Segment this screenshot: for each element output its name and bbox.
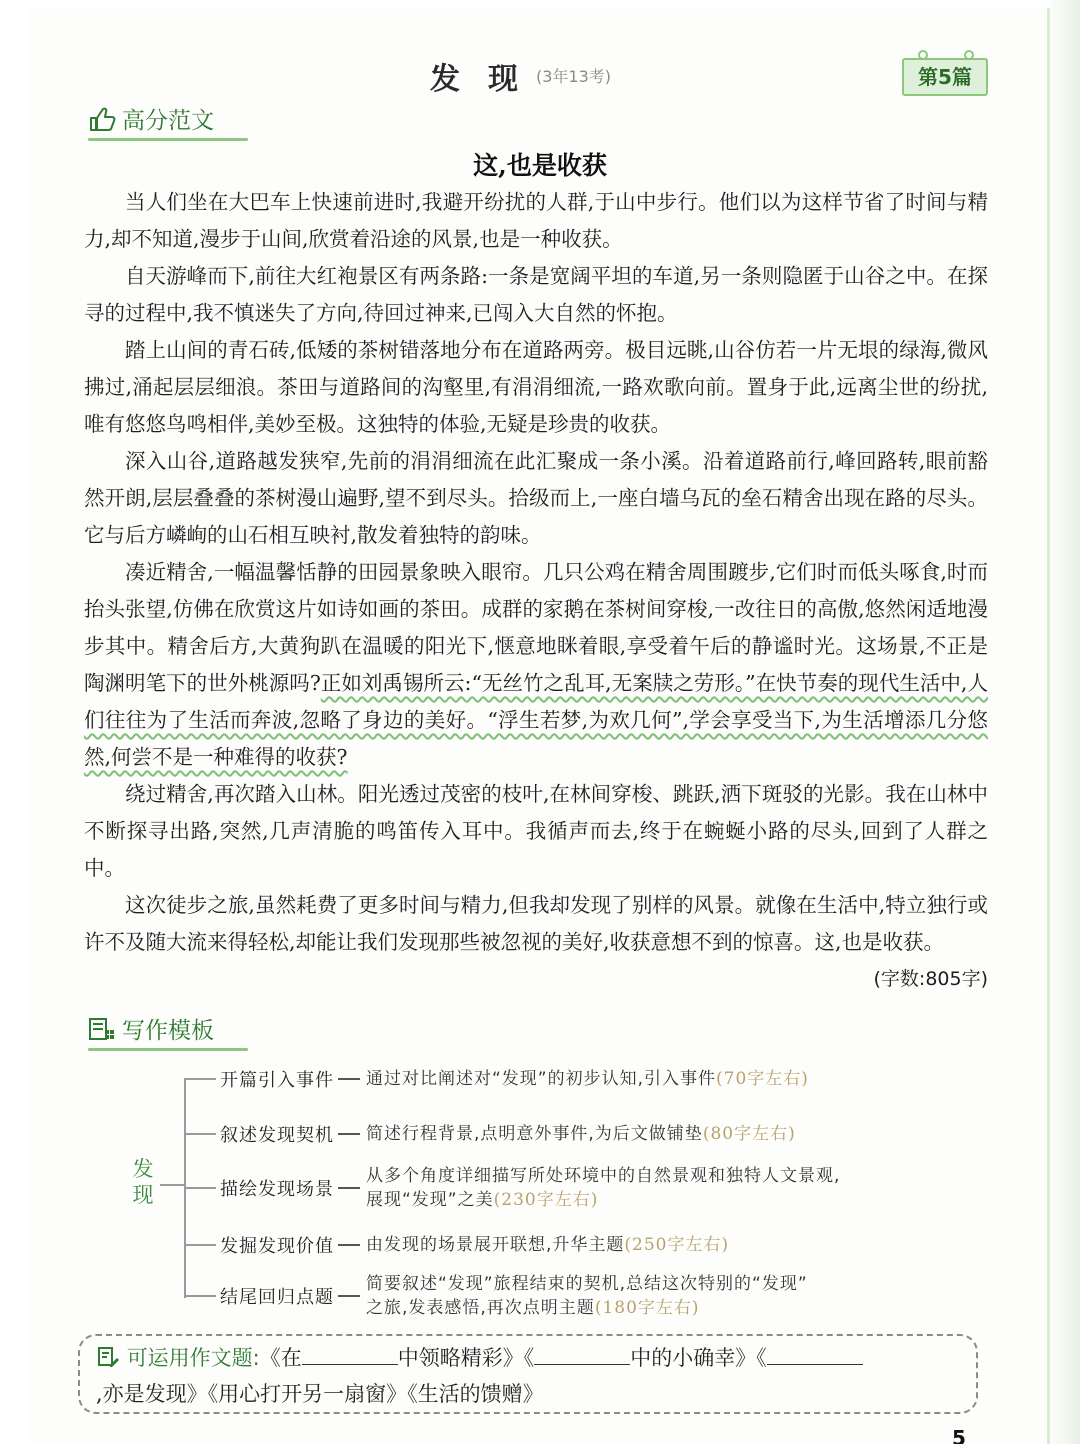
word-count: (字数:805字) (873, 968, 988, 990)
section-underline (88, 138, 248, 141)
word-target: (70字左右) (716, 1069, 809, 1089)
section-underline (88, 1048, 248, 1051)
step-text: 简要叙述“发现”旅程结束的契机,总结这次特别的“发现” (366, 1274, 808, 1294)
topic-text: ,亦是发现》 (96, 1382, 208, 1406)
template-grid-icon (88, 1016, 116, 1042)
chapter-badge: 第5篇 (902, 58, 988, 96)
section-head-template (88, 1012, 214, 1045)
step-text: 通过对比阐述对“发现”的初步认知,引入事件 (366, 1069, 717, 1089)
template-step-desc (366, 1067, 809, 1091)
topics-heading: 可运用作文题: (126, 1346, 260, 1370)
note-pen-icon (96, 1345, 120, 1369)
fill-blank (302, 1345, 398, 1365)
word-target: (80字左右) (702, 1124, 796, 1144)
connector-dash (338, 1078, 360, 1080)
page-edge (1050, 0, 1080, 1444)
step-text: 从多个角度详细描写所处环境中的自然景观和独特人文景观, (366, 1166, 841, 1186)
template-row (184, 1066, 809, 1092)
template-step-desc (366, 1122, 796, 1146)
template-step-label: 叙述发现契机 (220, 1125, 334, 1146)
topic-text: 《 (756, 1346, 767, 1370)
thumbs-up-icon (88, 106, 116, 132)
essay-paragraph: 踏上山间的青石砖,低矮的茶树错落地分布在道路两旁。极目远眺,山谷仿若一片无垠的绿海,微风拂过,涌起层层细浪。茶田与道路间的沟壑里,有涓涓细流,一路欢歌向前。置身于此,远离尘世的纷扰,唯有悠悠鸟鸣相伴,美妙至极。这独特的体验,无疑是珍贵的收获。 (84, 338, 988, 436)
topic-text: 中领略精彩》 (397, 1346, 524, 1370)
essay-title: 这,也是收获 (473, 151, 607, 180)
step-text: 简述行程背景,点明意外事件,为后文做铺垫 (366, 1124, 703, 1144)
topic-text: 《 (523, 1346, 535, 1370)
applicable-topics-box (78, 1334, 978, 1414)
topic-text: 《在 (259, 1346, 302, 1370)
connector-line (184, 1244, 216, 1246)
writing-template-diagram (84, 1056, 984, 1326)
topic-text: 中的小确幸》 (630, 1346, 757, 1370)
essay-paragraph (84, 887, 988, 961)
step-text: 由发现的场景展开联想,升华主题 (366, 1235, 625, 1255)
template-row (184, 1121, 796, 1147)
highlighted-quote: 正如刘禹锡所云:“无丝竹之乱耳,无案牍之劳形。”在快节奏的现代生活中,人们往往为了生活而奔波,忽略了身边的美好。“浮生若梦,为欢几何”,学会享受当下,为生活增添几分悠然,何尝不是一种难得的收获? (84, 671, 988, 769)
template-step-label: 发掘发现价值 (220, 1236, 334, 1257)
essay-paragraph: 自天游峰而下,前往大红袍景区有两条路:一条是宽阔平坦的车道,另一条则隐匿于山谷之中。在探寻的过程中,我不慎迷失了方向,待回过神来,已闯入大自然的怀抱。 (84, 264, 988, 325)
fill-blank (534, 1345, 630, 1365)
connector-dash (338, 1244, 360, 1246)
template-root-label: 发现 (132, 1157, 154, 1207)
template-step-label: 结尾回归点题 (220, 1287, 334, 1308)
exam-frequency-note: (3年13考) (536, 67, 612, 86)
topic-text: 《用心打开另一扇窗》 (207, 1382, 408, 1406)
step-text: 之旅,发表感悟,再次点明主题 (366, 1298, 595, 1318)
template-step-desc (366, 1233, 729, 1257)
section-label: 高分范文 (122, 108, 214, 134)
word-target: (180字左右) (594, 1298, 700, 1318)
essay-paragraph: 绕过精舍,再次踏入山林。阳光透过茂密的枝叶,在林间穿梭、跳跃,洒下斑驳的光影。我在山林中不断探寻出路,突然,几声清脆的鸣笛传入耳中。我循声而去,终于在蜿蜒小路的尽头,回到了人群之中。 (84, 782, 988, 880)
connector-line (184, 1078, 216, 1080)
connector-line (184, 1133, 216, 1135)
template-step-desc (366, 1164, 840, 1212)
connector-dash (338, 1295, 360, 1297)
template-step-desc (366, 1272, 808, 1320)
connector-dash (338, 1187, 360, 1189)
page-number: 5 (952, 1426, 966, 1444)
connector-line (184, 1187, 216, 1189)
template-row (184, 1164, 840, 1212)
essay-body (84, 184, 988, 998)
step-text: 展现“发现”之美 (366, 1190, 494, 1210)
template-row (184, 1272, 808, 1320)
word-target: (250字左右) (624, 1235, 730, 1255)
essay-paragraph (84, 554, 988, 776)
template-row (184, 1232, 729, 1258)
essay-paragraph: 当人们坐在大巴车上快速前进时,我避开纷扰的人群,于山中步行。他们以为这样节省了时间与精力,却不知道,漫步于山间,欣赏着沿途的风景,也是一种收获。 (84, 190, 988, 251)
essay-paragraph: 深入山谷,道路越发狭窄,先前的涓涓细流在此汇聚成一条小溪。沿着道路前行,峰回路转,眼前豁然开朗,层层叠叠的茶树漫山遍野,望不到尽头。拾级而上,一座白墙乌瓦的垒石精舍出现在路的尽头。它与后方嶙峋的山石相互映衬,散发着独特的韵味。 (84, 449, 988, 547)
topic-text: 《生活的馈赠》 (407, 1382, 544, 1406)
template-step-label: 描绘发现场景 (220, 1179, 334, 1200)
section-head-sample-essay (88, 102, 214, 135)
connector-line (184, 1295, 216, 1297)
essay-text: 凑近精舍,一幅温馨恬静的田园景象映入眼帘。几只公鸡在精舍周围踱步,它们时而低头啄食,时而抬头张望,仿佛在欣赏这片如诗如画的茶田。成群的家鹅在茶树间穿梭,一改往日的高傲,悠然闲适地漫步其中。精舍后方,大黄狗趴在温暖的阳光下,惬意地眯着眼,享受着午后的静谧时光。这场景,不正是陶渊明笔下的世外桃源吗? (84, 560, 988, 695)
connector-dash (338, 1133, 360, 1135)
word-target: (230字左右) (493, 1190, 599, 1210)
template-step-label: 开篇引入事件 (220, 1070, 334, 1091)
section-label: 写作模板 (122, 1018, 214, 1044)
connector-line (160, 1184, 184, 1186)
page-title: 发现 (430, 62, 546, 97)
fill-blank (767, 1345, 863, 1365)
essay-text: 这次徒步之旅,虽然耗费了更多时间与精力,但我却发现了别样的风景。就像在生活中,特立独行或许不及随大流来得轻松,却能让我们发现那些被忽视的美好,收获意想不到的惊喜。这,也是收获。 (84, 893, 988, 954)
